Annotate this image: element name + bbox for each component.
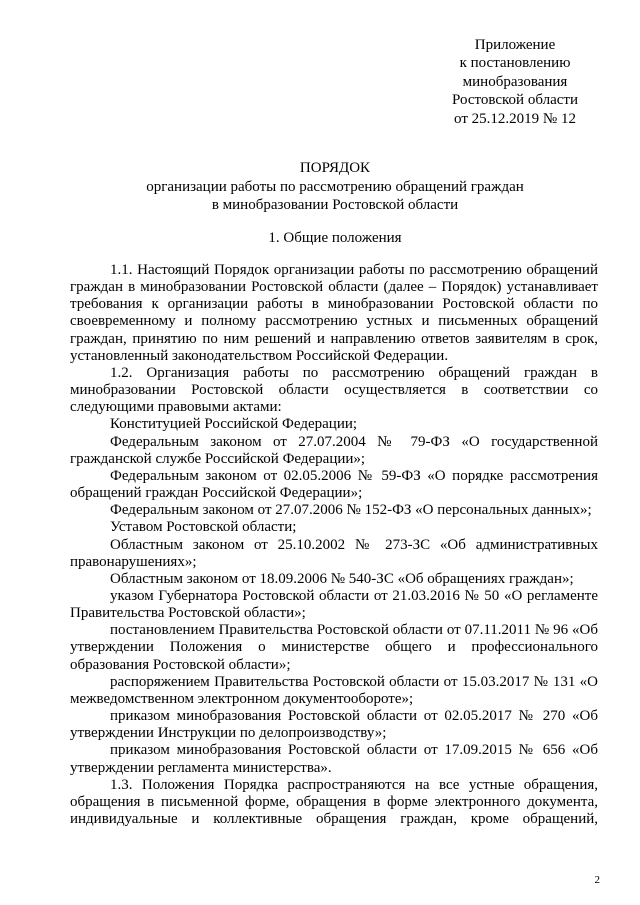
annex-line: к постановлению xyxy=(459,55,571,72)
title-subtitle-line: в минобразовании Ростовской области xyxy=(211,197,459,214)
section-heading: 1. Общие положения xyxy=(268,230,402,246)
title-heading: ПОРЯДОК xyxy=(299,160,371,176)
paragraph: 1.1. Настоящий Порядок организации работы по рассмотрению обращений граждан в минобразовании Ростовской области (далее – Порядок) устанавливает требования к организации работы в минобразовании Ростовской области по своевременному и полному рассмотрению устных и письменных обращений граждан, принятию по ним решений и направлению ответов заявителям в срок, установленный законодательством Российской Федерации. xyxy=(70,262,598,364)
paragraph: Федеральным законом от 27.07.2006 № 152-ФЗ «О персональных данных»; xyxy=(110,502,592,519)
paragraph: Федеральным законом от 27.07.2004 № 79-ФЗ «О государственной гражданской службе Российской Федерации»; xyxy=(70,433,598,467)
page-number: 2 xyxy=(594,874,600,886)
annex-header xyxy=(420,36,610,128)
annex-line: Ростовской области xyxy=(452,92,578,109)
paragraph: Уставом Ростовской области; xyxy=(110,519,297,536)
paragraph: постановлением Правительства Ростовской области от 07.11.2011 № 96 «Об утверждении Положения о министерстве общего и профессионального образования Ростовской области»; xyxy=(70,622,598,673)
paragraph: 1.3. Положения Порядка распространяются на все устные обращения, обращения в письменной форме, обращения в форме электронного документа, индивидуальные и коллективные обращения граждан, кроме обращений, xyxy=(70,776,598,827)
paragraph: приказом минобразования Ростовской области от 02.05.2017 № 270 «Об утверждении Инструкции по делопроизводству»; xyxy=(70,708,598,742)
title-subtitle-line: организации работы по рассмотрению обращений граждан xyxy=(146,178,524,195)
paragraph: указом Губернатора Ростовской области от 21.03.2016 № 50 «О регламенте Правительства Ростовской области»; xyxy=(70,587,598,622)
paragraph: Областным законом от 18.09.2006 № 540-ЗС «Об обращениях граждан»; xyxy=(110,570,574,587)
paragraph: распоряжением Правительства Ростовской области от 15.03.2017 № 131 «О межведомственном электронном документообороте»; xyxy=(70,673,598,707)
annex-line: минобразования xyxy=(462,73,568,90)
document-body xyxy=(70,262,598,828)
document-title xyxy=(70,159,600,215)
annex-line: Приложение xyxy=(474,37,556,53)
annex-line: от 25.12.2019 № 12 xyxy=(454,110,576,127)
paragraph: 1.2. Организация работы по рассмотрению обращений граждан в минобразовании Ростовской области осуществляется в соответствии со следующими правовыми актами: xyxy=(70,364,598,416)
paragraph: приказом минобразования Ростовской области от 17.09.2015 № 656 «Об утверждении регламента министерства». xyxy=(70,742,598,776)
paragraph: Федеральным законом от 02.05.2006 № 59-ФЗ «О порядке рассмотрения обращений граждан Российской Федерации»; xyxy=(70,467,598,502)
paragraph: Областным законом от 25.10.2002 № 273-ЗС «Об административных правонарушениях»; xyxy=(70,536,598,570)
paragraph: Конституцией Российской Федерации; xyxy=(110,416,358,433)
